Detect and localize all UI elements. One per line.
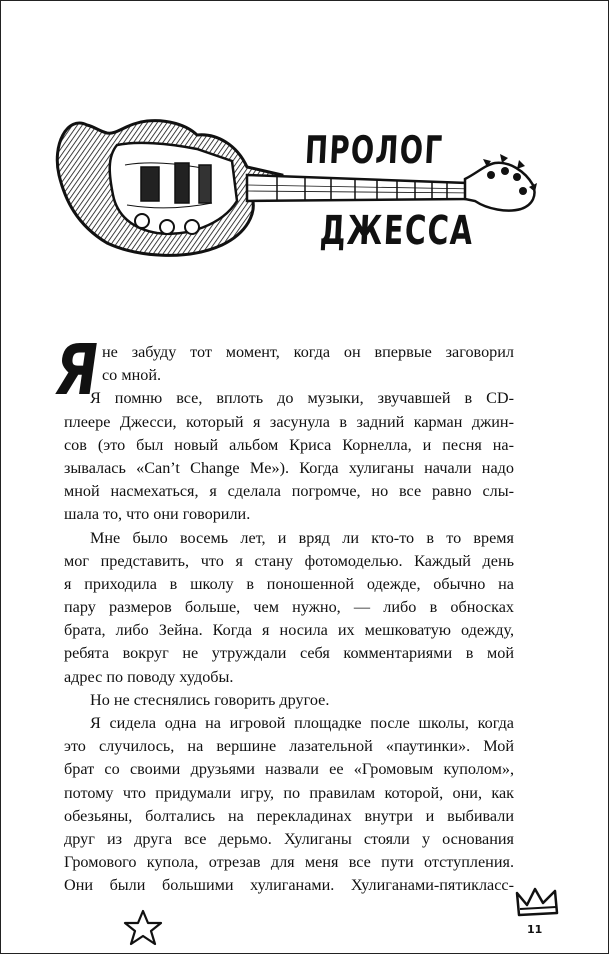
text-line: Но не стеснялись говорить другое. (90, 690, 330, 709)
text-line: брат со своими друзьями назвали ее «Громовым куполом», (64, 760, 514, 779)
star-doodle-icon (121, 908, 165, 948)
text-line: сов (это был новый альбом Криса Корнелла, и песня на- (64, 435, 514, 454)
text-line: это случилось, на вершине лазательной «паутинки». Мой (64, 737, 514, 756)
text-line: друг из друга все дерьмо. Хулиганы стояли у основания (64, 829, 514, 848)
text-line: не забуду тот момент, когда он впервые заговорил (102, 343, 514, 361)
text-line: обезьяны, болтались на перекладинах внутри и выбивали (64, 806, 514, 825)
text-line: мной насмехаться, я сделала погромче, но все равно слы- (64, 482, 514, 501)
text-line: Они были большими хулиганами. Хулиганами-пятикласс- (64, 876, 514, 895)
text-line: потому что придумали игру, по правилам которой, они, как (64, 783, 514, 802)
text-line: зывалась «Can’t Change Me»). Когда хулиганы начали надо (64, 458, 514, 477)
crown-doodle-icon (511, 885, 567, 925)
page-number: 11 (527, 923, 543, 936)
text-line: шала то, что они говорили. (64, 505, 251, 524)
text-line: ребята вокруг не утруждали себя комментариями в мой (64, 644, 514, 663)
text-line: пару размеров больше, чем нужно, — либо в обносках (64, 598, 514, 617)
body-text (49, 329, 514, 898)
text-line: плеере Джесси, который я засунула в задний карман джин- (64, 412, 514, 431)
text-line: адрес по поводу худобы. (64, 667, 234, 686)
text-line: Я сидела одна на игровой площадке после школы, когда (90, 714, 514, 732)
chapter-subtitle: ДЖЕССА (318, 208, 475, 254)
text-line: Я помню все, вплоть до музыки, звучавшей в CD- (90, 389, 514, 408)
text-line: мог представить, что я стану фотомоделью. Каждый день (64, 551, 514, 570)
text-line: я приходила в школу в поношенной одежде, обычно на (64, 574, 514, 593)
text-line: со мной. (102, 366, 162, 385)
text-line: брата, либо Зейна. Когда я носила их мешковатую одежду, (64, 621, 514, 640)
text-line: Мне было восемь лет, и вряд ли кто-то в то время (90, 528, 514, 547)
drop-cap: Я (49, 329, 104, 411)
chapter-title: ПРОЛОГ (303, 128, 445, 172)
text-line: Громового купола, отрезав для меня все пути отступления. (64, 853, 514, 872)
